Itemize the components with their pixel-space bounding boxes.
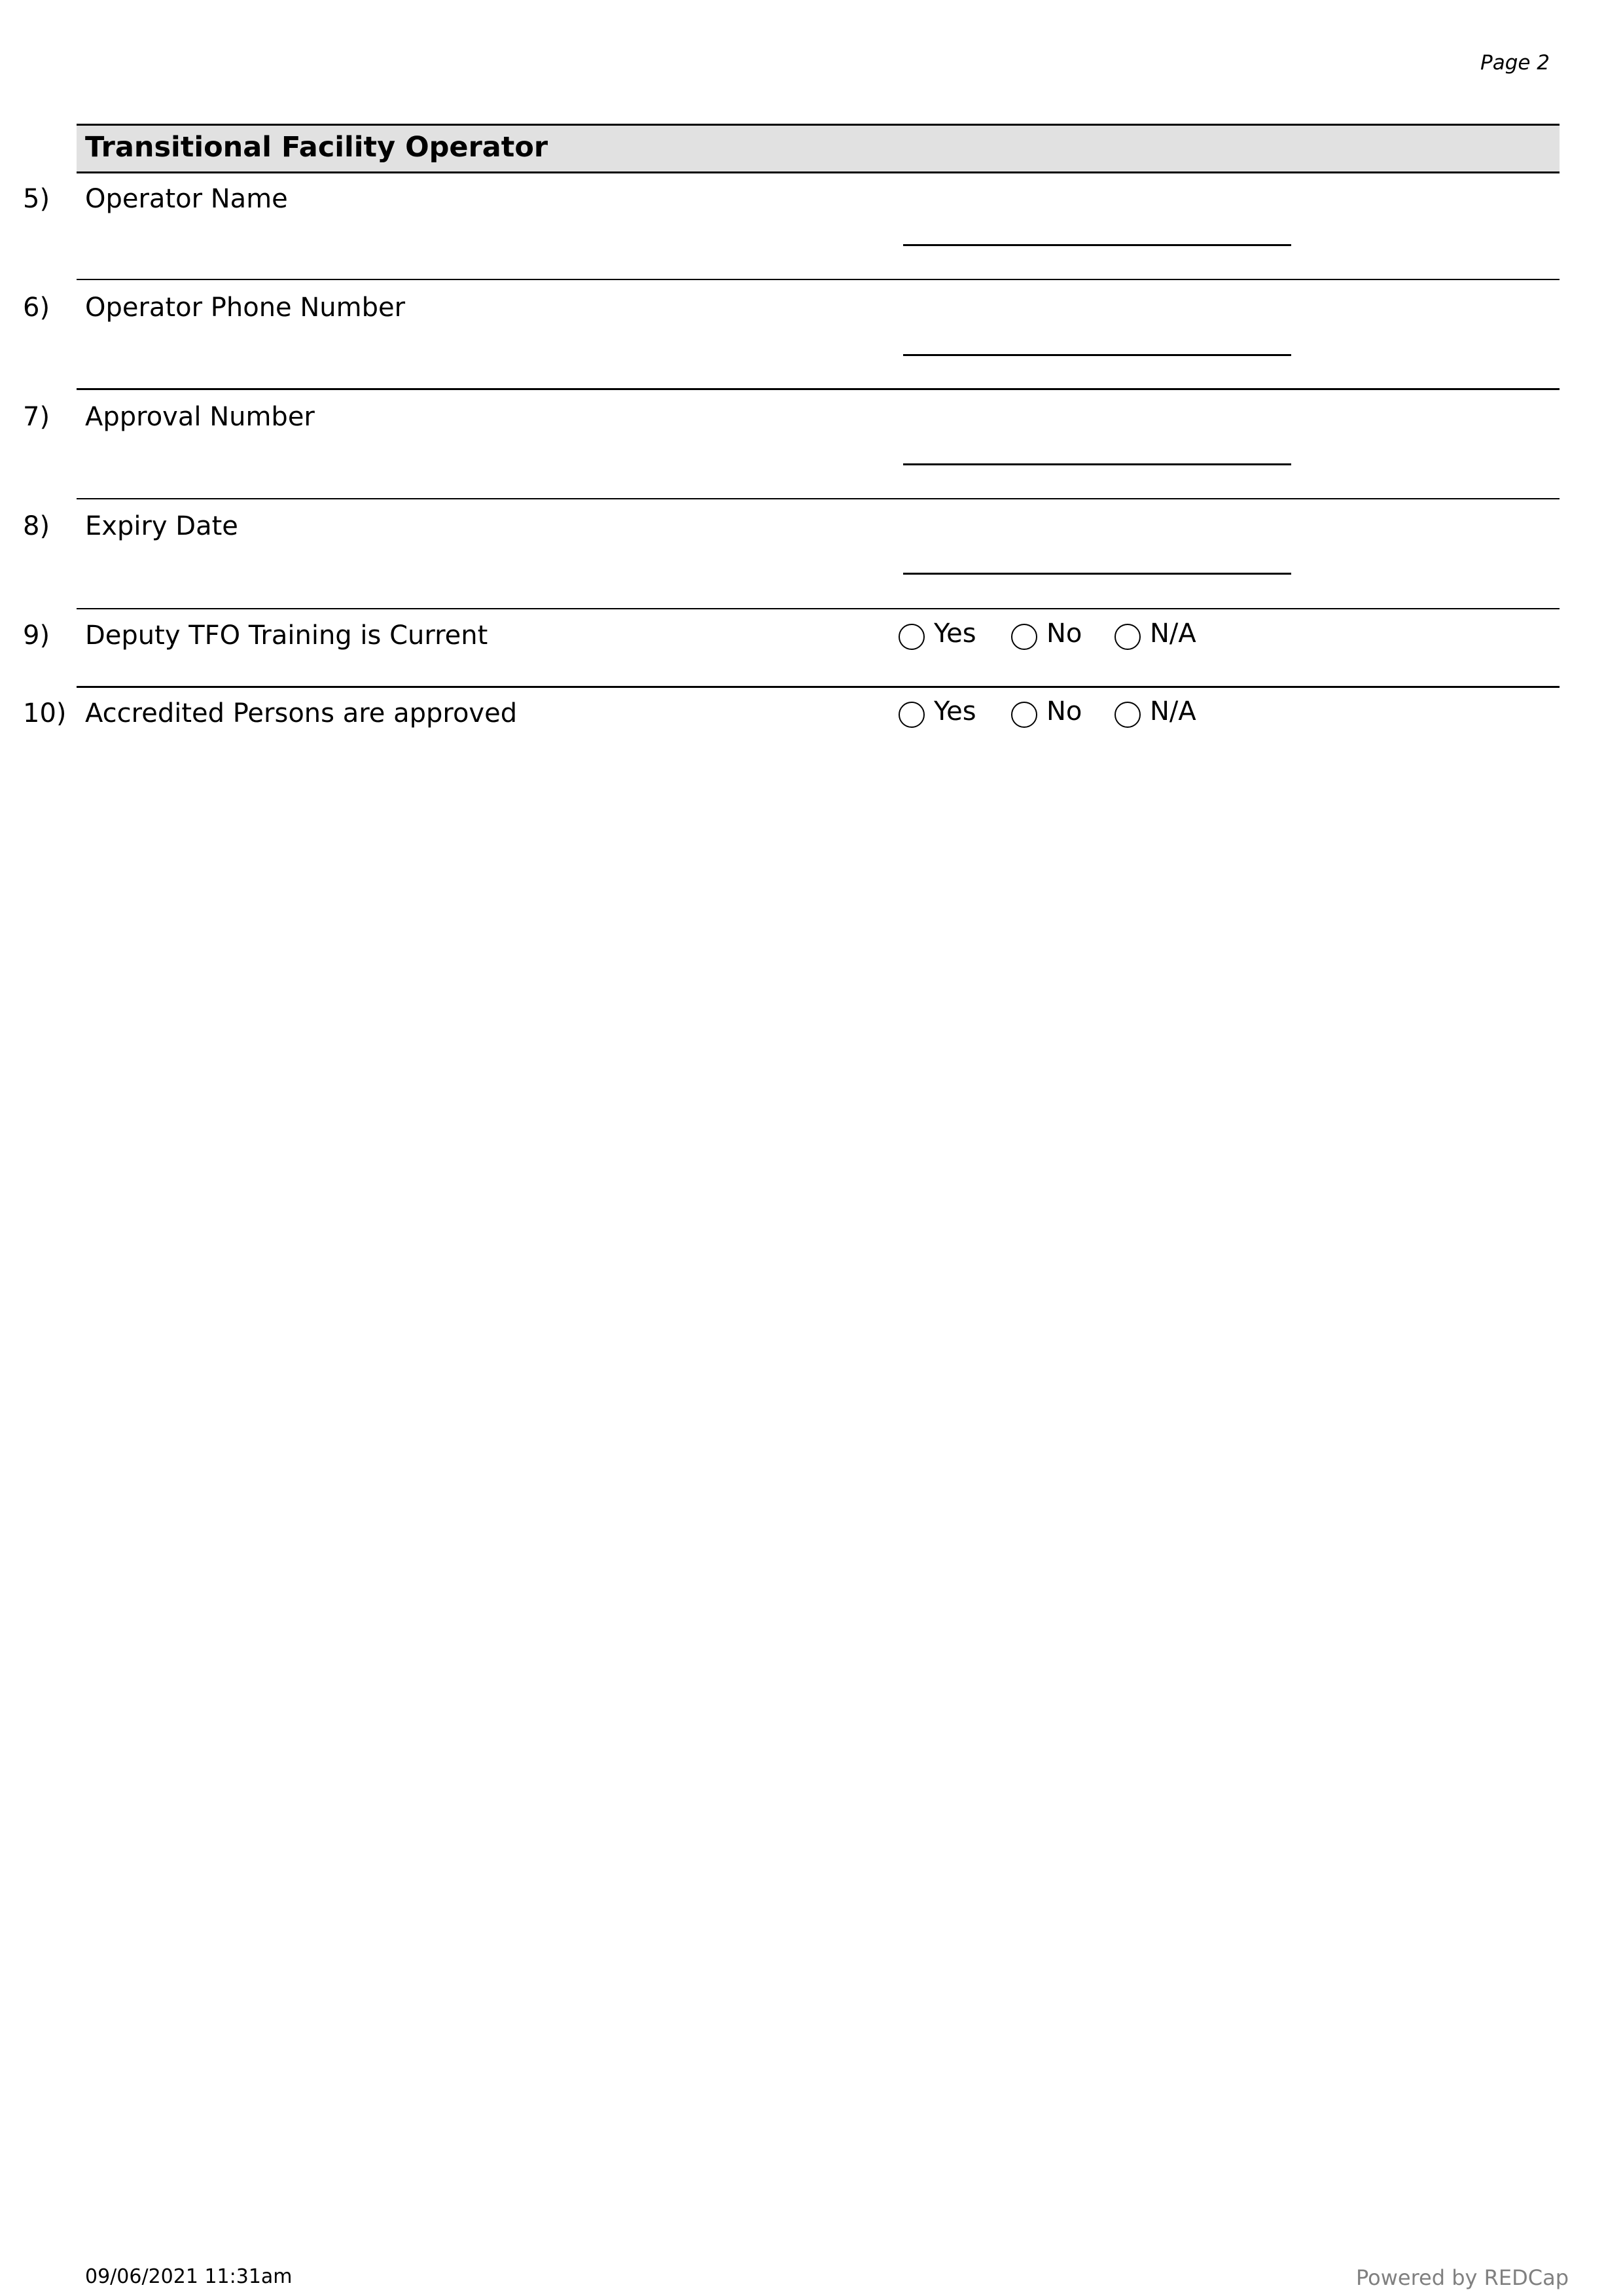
question-number: 9) [23, 620, 50, 651]
radio-label: No [1046, 696, 1082, 726]
radio-circle-icon[interactable] [1011, 624, 1037, 650]
question-number: 7) [23, 402, 50, 432]
radio-circle-icon[interactable] [899, 624, 925, 650]
expiry-date-field[interactable] [903, 573, 1291, 575]
row-divider [77, 388, 1560, 390]
row-divider [77, 498, 1560, 499]
question-number: 8) [23, 511, 50, 541]
page-number: Page 2 [1480, 51, 1550, 75]
section-header [77, 124, 1560, 173]
question-label-expiry-date: Expiry Date [85, 511, 238, 541]
question-number: 10) [23, 698, 67, 728]
row-divider [77, 686, 1560, 688]
radio-circle-icon[interactable] [1115, 702, 1141, 728]
radio-circle-icon[interactable] [1011, 702, 1037, 728]
radio-label: Yes [934, 696, 976, 726]
operator-name-field[interactable] [903, 244, 1291, 246]
question-label-operator-name: Operator Name [85, 184, 288, 214]
footer-timestamp: 09/06/2021 11:31am [85, 2265, 293, 2288]
question-number: 5) [23, 184, 50, 214]
operator-phone-field[interactable] [903, 354, 1291, 356]
question-number: 6) [23, 293, 50, 323]
question-label-accredited-persons: Accredited Persons are approved [85, 698, 518, 728]
row-divider [77, 279, 1560, 280]
radio-label: Yes [934, 619, 976, 649]
radio-circle-icon[interactable] [899, 702, 925, 728]
radio-label: N/A [1150, 696, 1196, 726]
approval-number-field[interactable] [903, 463, 1291, 465]
row-divider [77, 608, 1560, 609]
radio-label: N/A [1150, 619, 1196, 649]
radio-circle-icon[interactable] [1115, 624, 1141, 650]
question-label-approval-number: Approval Number [85, 402, 315, 432]
section-title: Transitional Facility Operator [85, 131, 548, 164]
radio-label: No [1046, 619, 1082, 649]
footer-powered-by: Powered by REDCap [1356, 2265, 1569, 2290]
question-label-operator-phone: Operator Phone Number [85, 293, 406, 323]
question-label-deputy-tfo-training: Deputy TFO Training is Current [85, 620, 488, 651]
